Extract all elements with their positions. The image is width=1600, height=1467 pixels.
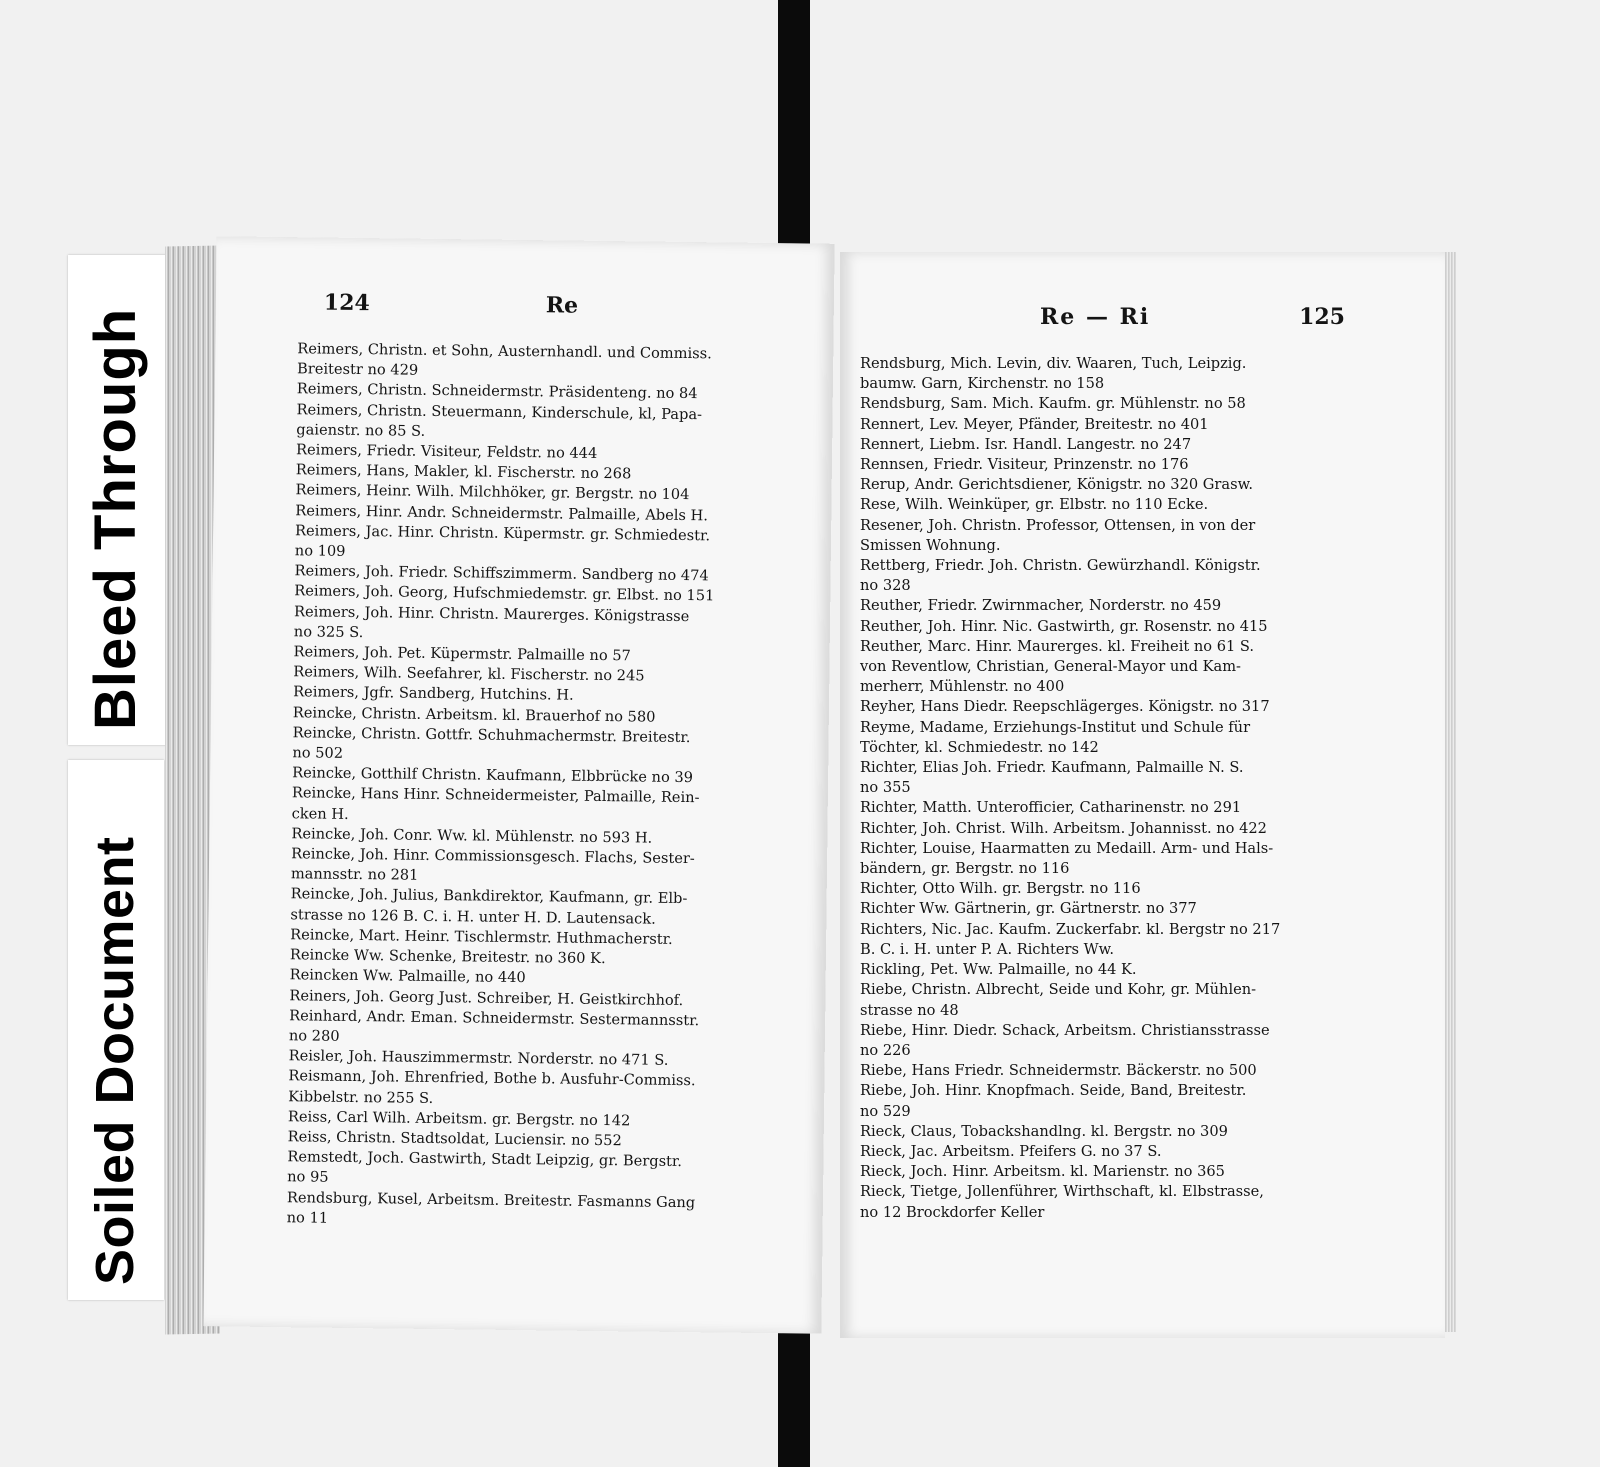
entry-text: Rettberg, Friedr. Joh. Christn. Gewürzhandl. Königstr. [860, 557, 1261, 575]
entry-text: Richter Ww. Gärtnerin, gr. Gärtnerstr. no 377 [860, 900, 1197, 918]
entry-text: Resener, Joh. Christn. Professor, Ottensen, in von der [860, 516, 1256, 534]
right-page [840, 252, 1445, 1338]
entry-continuation: cken H. [291, 804, 349, 823]
entry-text: Reisler, Joh. Hauszimmermstr. Norderstr. no 471 S. [288, 1047, 669, 1069]
entry-continuation: baumw. Garn, Kirchenstr. no 158 [860, 375, 1105, 393]
directory-entry [297, 339, 807, 386]
entry-text: Reimers, Hans, Makler, kl. Fischerstr. no 268 [295, 461, 632, 483]
entry-continuation: strasse no 126 B. C. i. H. unter H. D. Lautensack. [290, 905, 656, 928]
directory-entry [860, 1122, 1360, 1142]
directory-entry [860, 1142, 1360, 1162]
directory-entry [860, 920, 1360, 960]
entry-text: Richter, Elias Joh. Friedr. Kaufmann, Palmaille N. S. [860, 759, 1244, 777]
bleed-through-label-card [68, 255, 172, 745]
directory-entry [287, 1188, 797, 1235]
entry-text: Rendsburg, Kusel, Arbeitsm. Breitestr. Fasmanns Gang [286, 1188, 696, 1211]
entry-continuation: no 325 S. [293, 623, 364, 641]
directory-entry [860, 455, 1360, 475]
entry-text: Reimers, Wilh. Seefahrer, kl. Fischerstr. no 245 [293, 663, 645, 685]
entry-continuation: Kibbelstr. no 255 S. [288, 1087, 434, 1107]
entry-continuation: no 502 [292, 744, 344, 762]
entry-text: Reuther, Joh. Hinr. Nic. Gastwirth, gr. Rosenstr. no 415 [860, 617, 1268, 635]
entry-continuation: bändern, gr. Bergstr. no 116 [860, 860, 1070, 878]
entry-continuation: gaienstr. no 85 S. [296, 421, 426, 440]
directory-entry [860, 435, 1360, 455]
right-page-header [840, 304, 1445, 334]
right-page-number: 125 [1299, 304, 1345, 330]
entry-continuation: no 529 [860, 1102, 911, 1120]
directory-entry [860, 899, 1360, 919]
directory-entry [860, 758, 1360, 798]
entry-text: Riebe, Hinr. Diedr. Schack, Arbeitsm. Christiansstrasse [860, 1021, 1270, 1039]
entry-continuation: no 11 [286, 1208, 329, 1227]
entry-text: Reuther, Friedr. Zwirnmacher, Norderstr. no 459 [860, 597, 1222, 615]
entry-text: Reincke, Hans Hinr. Schneidermeister, Palmaille, Rein- [291, 784, 700, 807]
entry-continuation: no 226 [860, 1041, 911, 1059]
directory-entry [287, 1147, 797, 1194]
entry-text: Riebe, Christn. Albrecht, Seide und Kohr, gr. Mühlen- [860, 981, 1257, 999]
entry-text: Rieck, Jac. Arbeitsm. Pfeifers G. no 37 S. [860, 1142, 1162, 1160]
entry-text: Rennert, Liebm. Isr. Handl. Langestr. no 247 [860, 435, 1192, 453]
right-directory-entries [860, 354, 1360, 1223]
entry-continuation: Töchter, kl. Schmiedestr. no 142 [860, 738, 1099, 756]
directory-entry [860, 415, 1360, 435]
directory-entry [860, 354, 1360, 394]
entry-text: Reincke, Mart. Heinr. Tischlermstr. Huthmacherstr. [290, 926, 673, 948]
directory-entry [289, 1006, 799, 1053]
entry-text: Reincke, Joh. Hinr. Commissionsgesch. Flachs, Sester- [291, 845, 695, 868]
entry-text: Reuther, Marc. Hinr. Maurerges. kl. Freiheit no 61 S. [860, 637, 1255, 655]
entry-text: Reincke, Christn. Gottfr. Schuhmachermstr. Breitestr. [292, 724, 691, 746]
directory-entry [291, 844, 801, 891]
directory-entry [292, 723, 802, 770]
entry-text: Rennsen, Friedr. Visiteur, Prinzenstr. no 176 [860, 456, 1189, 474]
entry-continuation: B. C. i. H. unter P. A. Richters Ww. [860, 940, 1114, 958]
directory-entry [288, 1067, 798, 1114]
entry-text: Reimers, Jac. Hinr. Christn. Küpermstr. gr. Schmiedestr. [294, 522, 711, 545]
entry-text: Reimers, Christn. Schneidermstr. Präsidenteng. no 84 [296, 380, 698, 403]
entry-continuation: no 355 [860, 779, 911, 797]
directory-entry [860, 718, 1360, 758]
directory-entry [860, 1021, 1360, 1061]
entry-continuation: no 12 Brockdorfer Keller [860, 1203, 1045, 1221]
directory-entry [860, 798, 1360, 818]
entry-continuation: no 95 [287, 1168, 329, 1187]
directory-entry [860, 475, 1360, 495]
entry-text: Richters, Nic. Jac. Kaufm. Zuckerfabr. kl. Bergstr no 217 [860, 920, 1281, 938]
entry-text: Reincke, Gotthilf Christn. Kaufmann, Elbbrücke no 39 [292, 764, 694, 787]
entry-text: Richter, Otto Wilh. gr. Bergstr. no 116 [860, 880, 1141, 898]
entry-text: Reincke, Joh. Conr. Ww. kl. Mühlenstr. no 593 H. [291, 825, 653, 847]
right-running-head: Re — Ri [1040, 304, 1151, 330]
entry-text: Reimers, Jgfr. Sandberg, Hutchins. H. [293, 683, 574, 705]
entry-text: Richter, Matth. Unterofficier, Catharinenstr. no 291 [860, 799, 1242, 817]
entry-text: Reyme, Madame, Erziehungs-Institut und Schule für [860, 718, 1251, 736]
directory-entry [860, 1162, 1360, 1182]
directory-entry [860, 1182, 1360, 1222]
directory-entry [860, 495, 1360, 515]
entry-text: Rendsburg, Mich. Levin, div. Waaren, Tuch, Leipzig. [860, 355, 1247, 372]
directory-entry [860, 697, 1360, 717]
entry-text: Reimers, Joh. Hinr. Christn. Maurerges. Königstrasse [294, 602, 690, 625]
directory-entry [296, 400, 806, 447]
entry-text: Rese, Wilh. Weinküper, gr. Elbstr. no 110 Ecke. [860, 496, 1209, 514]
entry-continuation: Breitestr no 429 [296, 360, 419, 379]
directory-entry [860, 960, 1360, 980]
entry-text: Reimers, Joh. Friedr. Schiffszimmerm. Sandberg no 474 [294, 562, 709, 585]
entry-text: Rickling, Pet. Ww. Palmaille, no 44 K. [860, 961, 1137, 979]
left-page-header [216, 288, 834, 326]
entry-text: Reiss, Christn. Stadtsoldat, Luciensir. no 552 [287, 1128, 622, 1150]
entry-text: Reiss, Carl Wilh. Arbeitsm. gr. Bergstr. no 142 [287, 1107, 631, 1130]
entry-text: Rerup, Andr. Gerichtsdiener, Königstr. no 320 Grasw. [860, 476, 1253, 494]
directory-entry [860, 657, 1360, 697]
left-page-number: 124 [323, 289, 370, 317]
directory-entry [860, 980, 1360, 1020]
entry-text: Remstedt, Joch. Gastwirth, Stadt Leipzig, gr. Bergstr. [287, 1148, 683, 1171]
directory-entry [290, 885, 800, 932]
entry-text: Reimers, Christn. Steuermann, Kinderschule, kl, Papa- [296, 400, 703, 423]
entry-text: Rennert, Lev. Meyer, Pfänder, Breitestr. no 401 [860, 415, 1209, 433]
entry-text: Riebe, Joh. Hinr. Knopfmach. Seide, Band, Breitestr. [860, 1082, 1247, 1100]
entry-text: Reimers, Heinr. Wilh. Milchhöker, gr. Bergstr. no 104 [295, 481, 690, 504]
bleed-through-label: Bleed Through [83, 307, 148, 730]
entry-text: Rieck, Joch. Hinr. Arbeitsm. kl. Marienstr. no 365 [860, 1163, 1225, 1181]
entry-continuation: no 109 [294, 542, 346, 560]
entry-continuation: no 280 [288, 1027, 340, 1045]
directory-entry [860, 556, 1360, 596]
directory-entry [860, 394, 1360, 414]
entry-continuation: merherr, Mühlenstr. no 400 [860, 678, 1065, 696]
entry-text: Reincke, Christn. Arbeitsm. kl. Brauerhof no 580 [292, 703, 656, 726]
entry-text: Reincke, Joh. Julius, Bankdirektor, Kaufmann, gr. Elb- [290, 885, 688, 908]
entry-text: Rieck, Tietge, Jollenführer, Wirthschaft, kl. Elbstrasse, [860, 1183, 1264, 1201]
entry-text: von Reventlow, Christian, General-Mayor und Kam- [860, 658, 1241, 676]
directory-entry [860, 1081, 1360, 1121]
entry-continuation: mannsstr. no 281 [290, 865, 419, 885]
directory-entry [294, 602, 804, 649]
entry-text: Rieck, Claus, Tobackshandlng. kl. Bergstr. no 309 [860, 1122, 1228, 1140]
directory-entry [295, 521, 805, 568]
entry-text: Richter, Joh. Christ. Wilh. Arbeitsm. Johannisst. no 422 [860, 819, 1267, 837]
entry-continuation: Smissen Wohnung. [860, 536, 1001, 554]
directory-entry [860, 879, 1360, 899]
directory-entry [860, 1061, 1360, 1081]
entry-text: Reinhard, Andr. Eman. Schneidermstr. Sestermannsstr. [289, 1006, 700, 1029]
directory-entry [860, 596, 1360, 616]
directory-entry [860, 617, 1360, 637]
entry-text: Reimers, Joh. Georg, Hufschmiedemstr. gr. Elbst. no 151 [294, 582, 715, 605]
entry-continuation: strasse no 48 [860, 1001, 959, 1019]
directory-entry [860, 637, 1360, 657]
entry-text: Reismann, Joh. Ehrenfried, Bothe b. Ausfuhr-Commiss. [288, 1067, 696, 1090]
soiled-document-label-card [68, 760, 164, 1300]
left-directory-entries [287, 339, 808, 1234]
entry-text: Reimers, Christn. et Sohn, Austernhandl. und Commiss. [297, 340, 712, 363]
left-running-head: Re [545, 292, 579, 319]
entry-text: Richter, Louise, Haarmatten zu Medaill. Arm- und Hals- [860, 839, 1274, 857]
directory-entry [860, 516, 1360, 556]
entry-text: Reincke Ww. Schenke, Breitestr. no 360 K. [289, 946, 606, 968]
entry-text: Reimers, Friedr. Visiteur, Feldstr. no 444 [295, 441, 598, 462]
entry-text: Rendsburg, Sam. Mich. Kaufm. gr. Mühlenstr. no 58 [860, 395, 1246, 413]
entry-text: Riebe, Hans Friedr. Schneidermstr. Bäckerstr. no 500 [860, 1062, 1257, 1080]
entry-text: Reiners, Joh. Georg Just. Schreiber, H. Geistkirchhof. [289, 986, 684, 1009]
directory-entry [860, 839, 1360, 879]
entry-text: Reimers, Hinr. Andr. Schneidermstr. Palmaille, Abels H. [295, 501, 709, 524]
left-page [203, 236, 834, 1333]
soiled-document-label: Soiled Document [85, 836, 145, 1285]
entry-text: Reincken Ww. Palmaille, no 440 [289, 966, 526, 987]
entry-text: Reyher, Hans Diedr. Reepschlägerges. Königstr. no 317 [860, 698, 1270, 716]
directory-entry [860, 819, 1360, 839]
directory-entry [292, 784, 802, 831]
entry-text: Reimers, Joh. Pet. Küpermstr. Palmaille no 57 [293, 643, 631, 665]
entry-continuation: no 328 [860, 577, 911, 595]
